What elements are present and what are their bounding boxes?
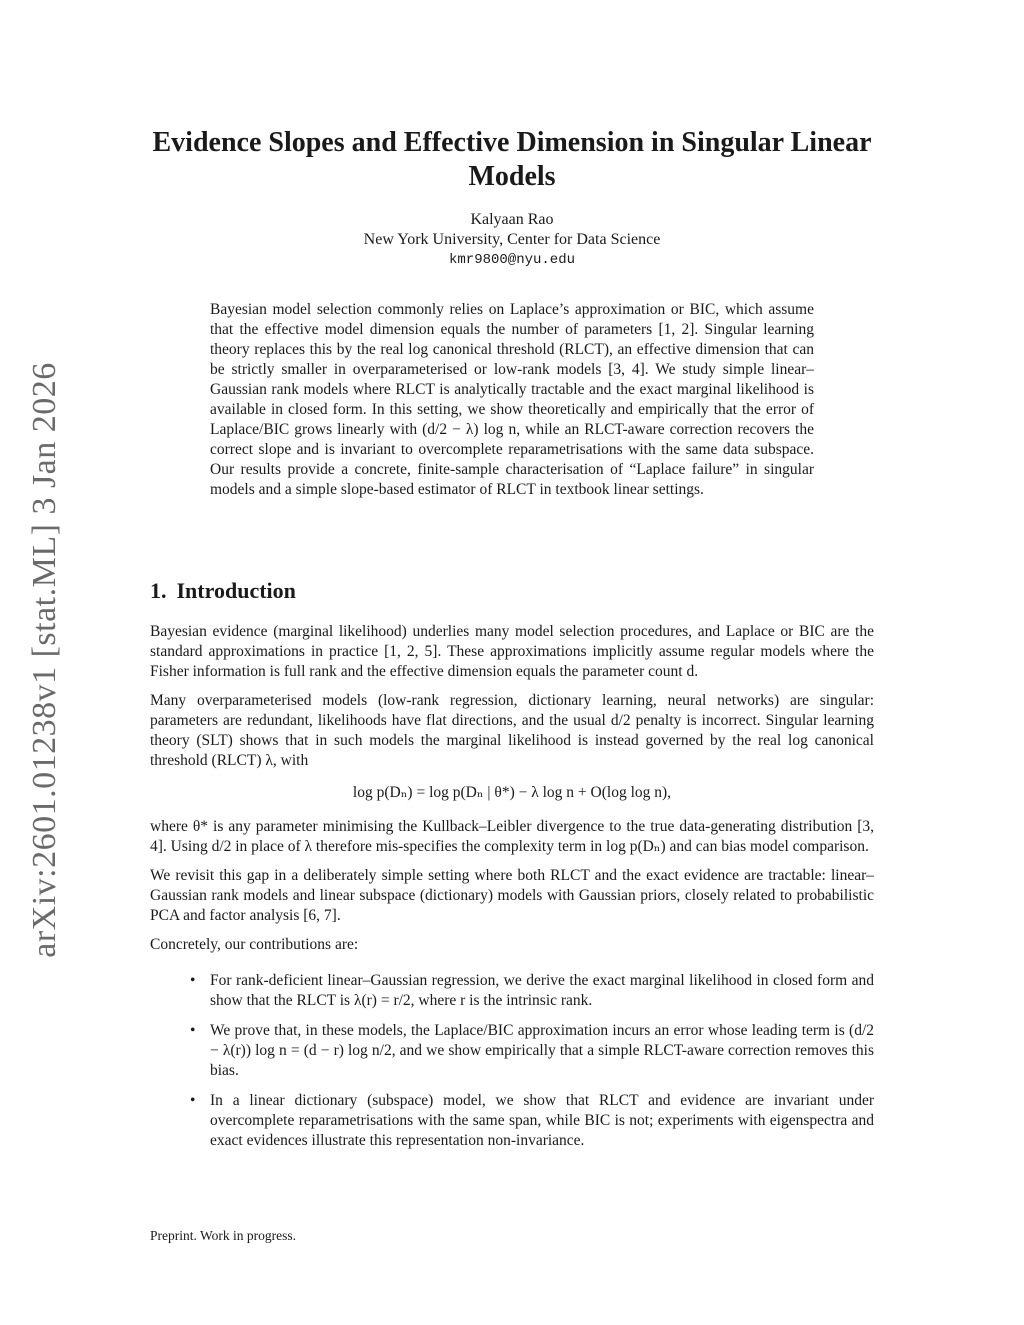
paragraph-3: where θ* is any parameter minimising the Kullback–Leibler divergence to the true data-generating distribution [3, 4]. Using d/2 in place of λ therefore mis-specifies the complexity term in log p(Dₙ) and can bias model comparison. [150, 818, 874, 855]
bullet-icon: • [190, 1022, 196, 1039]
author-name: Kalyaan Rao [470, 211, 554, 228]
bullet-icon: • [190, 1092, 196, 1109]
bullet-icon: • [190, 972, 196, 989]
arxiv-sidebar-stamp [22, 360, 68, 960]
contributions-list [150, 971, 874, 1151]
section-heading-introduction [150, 576, 296, 606]
footer-note: Preprint. Work in progress. [150, 1228, 297, 1243]
contribution-text: We prove that, in these models, the Laplace/BIC approximation incurs an error whose leading term is (d/2 − λ(r)) log n = (d − r) log n/2, and we show empirically that a simple RLCT-aware correction removes this bias. [210, 1022, 874, 1079]
author-email: kmr9800@nyu.edu [448, 252, 576, 268]
list-item [190, 971, 874, 1011]
introduction-body [150, 622, 874, 1161]
arxiv-id: arXiv:2601.01238v1 [stat.ML] 3 Jan 2026 [26, 362, 64, 958]
contribution-text: For rank-deficient linear–Gaussian regression, we derive the exact marginal likelihood in closed form and show that the RLCT is λ(r) = r/2, where r is the intrinsic rank. [210, 972, 874, 1009]
paragraph-5: Concretely, our contributions are: [150, 936, 359, 953]
author-affiliation: New York University, Center for Data Science [363, 231, 661, 248]
abstract: Bayesian model selection commonly relies on Laplace’s approximation or BIC, which assume that the effective model dimension equals the number of parameters [1, 2]. Singular learning theory replaces this by the real log canonical threshold (RLCT), an effective dimension that can be strictly smaller in overparameterised or low-rank models [3, 4]. We study simple linear–Gaussian rank models where RLCT is analytically tractable and the exact marginal likelihood is available in closed form. In this setting, we show theoretically and empirically that the error of Laplace/BIC grows linearly with (d/2 − λ) log n, while an RLCT-aware correction recovers the correct slope and is invariant to overcomplete reparametrisations with the same data subspace. Our results provide a concrete, finite-sample characterisation of “Laplace failure” in singular models and a simple slope-based estimator of RLCT in textbook linear settings. [210, 301, 814, 498]
paragraph-4: We revisit this gap in a deliberately simple setting where both RLCT and the exact evidence are tractable: linear–Gaussian rank models and linear subspace (dictionary) models with Gaussian priors, closely related to probabilistic PCA and factor analysis [6, 7]. [150, 867, 874, 924]
paragraph-2: Many overparameterised models (low-rank regression, dictionary learning, neural networks) are singular: parameters are redundant, likelihoods have flat directions, and the usual d/2 penalty is incorrect. Singular learning theory (SLT) shows that in such models the marginal likelihood is instead governed by the real log canonical threshold (RLCT) λ, with [150, 692, 874, 769]
author-block [150, 210, 874, 270]
contribution-text: In a linear dictionary (subspace) model, we show that RLCT and evidence are invariant under overcomplete reparametrisations with the same span, while BIC is not; experiments with eigenspectra and exact evidences illustrate this representation non-invariance. [210, 1092, 874, 1149]
paragraph-1: Bayesian evidence (marginal likelihood) underlies many model selection procedures, and Laplace or BIC are the standard approximations in practice [1, 2, 5]. These approximations implicitly assume regular models where the Fisher information is full rank and the effective dimension equals the parameter count d. [150, 623, 874, 680]
list-item [190, 1091, 874, 1151]
section-title: Introduction [176, 578, 296, 603]
equation-evidence: log p(Dₙ) = log p(Dₙ | θ*) − λ log n + O(log log n), [352, 784, 672, 801]
list-item [190, 1021, 874, 1081]
section-number: 1. [150, 578, 167, 603]
paper-title: Evidence Slopes and Effective Dimension in Singular Linear Models [152, 127, 872, 192]
